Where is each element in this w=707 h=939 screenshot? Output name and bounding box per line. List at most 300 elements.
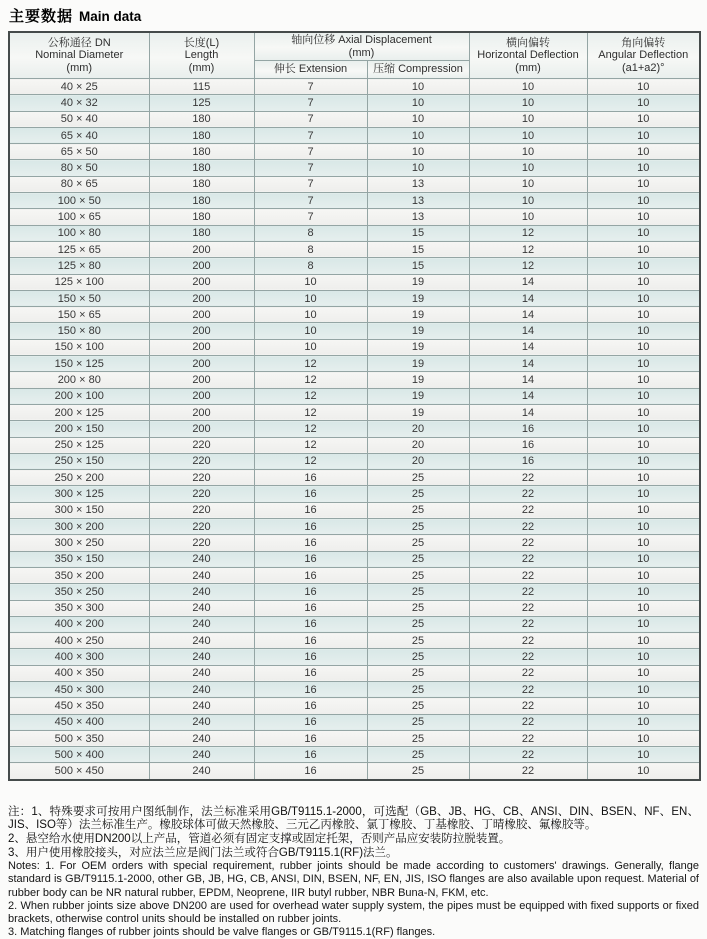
table-cell: 16 (254, 567, 367, 583)
table-cell: 8 (254, 258, 367, 274)
header-line: Angular Deflection (598, 49, 689, 62)
page-title-en: Main data (79, 9, 142, 24)
table-cell: 180 (149, 176, 254, 192)
note-en-2: 2. When rubber joints size above DN200 are used for overhead water supply system, the pipes must be equipped with fixed supports or fixed brackets, otherwise control units should be installed on rubber joints. (8, 899, 699, 925)
table-cell: 200 (149, 339, 254, 355)
table-cell: 7 (254, 127, 367, 143)
table-row (9, 95, 700, 111)
table-cell: 12 (469, 241, 587, 257)
table-cell: 10 (587, 372, 700, 388)
table-cell: 300 × 150 (9, 502, 149, 518)
table-cell: 10 (587, 258, 700, 274)
table-cell: 200 (149, 388, 254, 404)
table-cell: 240 (149, 649, 254, 665)
table-cell: 220 (149, 470, 254, 486)
table-cell: 80 × 65 (9, 176, 149, 192)
table-cell: 350 × 150 (9, 551, 149, 567)
table-cell: 19 (367, 404, 469, 420)
table-cell: 25 (367, 730, 469, 746)
table-cell: 16 (254, 714, 367, 730)
header-line: 长度(L) (183, 36, 220, 49)
header-line: (a1+a2)° (621, 61, 665, 74)
table-cell: 200 (149, 404, 254, 420)
table-cell: 12 (254, 388, 367, 404)
table-cell: 19 (367, 290, 469, 306)
table-row (9, 616, 700, 632)
table-cell: 25 (367, 616, 469, 632)
notes-chinese (8, 806, 699, 860)
table-cell: 100 × 65 (9, 209, 149, 225)
table-cell: 10 (587, 323, 700, 339)
table-cell: 10 (587, 747, 700, 763)
table-cell: 10 (469, 127, 587, 143)
table-cell: 7 (254, 79, 367, 95)
table-cell: 22 (469, 747, 587, 763)
table-cell: 14 (469, 372, 587, 388)
table-cell: 10 (587, 453, 700, 469)
table-cell: 240 (149, 584, 254, 600)
table-cell: 10 (254, 290, 367, 306)
table-cell: 19 (367, 339, 469, 355)
table-row (9, 763, 700, 780)
table-cell: 450 × 350 (9, 698, 149, 714)
table-cell: 100 × 80 (9, 225, 149, 241)
table-cell: 16 (254, 747, 367, 763)
page-title (9, 5, 699, 26)
table-cell: 10 (587, 763, 700, 780)
table-cell: 25 (367, 698, 469, 714)
header-line: (mm) (348, 46, 375, 59)
table-cell: 200 × 125 (9, 404, 149, 420)
table-cell: 350 × 250 (9, 584, 149, 600)
table-row (9, 274, 700, 290)
table-cell: 200 (149, 258, 254, 274)
table-cell: 8 (254, 225, 367, 241)
table-cell: 125 × 65 (9, 241, 149, 257)
table-cell: 16 (254, 616, 367, 632)
table-cell: 240 (149, 747, 254, 763)
table-cell: 10 (587, 437, 700, 453)
table-cell: 10 (587, 681, 700, 697)
table-cell: 10 (587, 144, 700, 160)
header-extension: 伸长 Extension (254, 61, 367, 79)
table-row (9, 714, 700, 730)
table-cell: 25 (367, 747, 469, 763)
table-cell: 350 × 300 (9, 600, 149, 616)
table-row (9, 600, 700, 616)
table-cell: 150 × 65 (9, 307, 149, 323)
table-cell: 22 (469, 763, 587, 780)
table-cell: 10 (587, 193, 700, 209)
table-cell: 200 (149, 241, 254, 257)
table-cell: 10 (469, 111, 587, 127)
table-cell: 300 × 250 (9, 535, 149, 551)
table-cell: 10 (367, 127, 469, 143)
table-cell: 180 (149, 127, 254, 143)
table-cell: 10 (367, 79, 469, 95)
table-row (9, 437, 700, 453)
table-cell: 10 (469, 160, 587, 176)
table-cell: 180 (149, 111, 254, 127)
table-cell: 14 (469, 307, 587, 323)
table-cell: 22 (469, 535, 587, 551)
table-cell: 100 × 50 (9, 193, 149, 209)
table-cell: 14 (469, 356, 587, 372)
table-cell: 40 × 25 (9, 79, 149, 95)
table-cell: 200 (149, 307, 254, 323)
table-cell: 200 (149, 372, 254, 388)
table-cell: 300 × 125 (9, 486, 149, 502)
table-cell: 22 (469, 551, 587, 567)
table-cell: 240 (149, 616, 254, 632)
table-cell: 10 (367, 95, 469, 111)
table-cell: 10 (587, 730, 700, 746)
table-cell: 7 (254, 193, 367, 209)
table-row (9, 519, 700, 535)
table-row (9, 404, 700, 420)
table-cell: 13 (367, 176, 469, 192)
header-compression: 压缩 Compression (367, 61, 469, 79)
table-row (9, 160, 700, 176)
table-cell: 20 (367, 421, 469, 437)
table-cell: 25 (367, 502, 469, 518)
table-cell: 15 (367, 241, 469, 257)
table-cell: 220 (149, 519, 254, 535)
header-line: (mm) (188, 61, 215, 74)
table-cell: 240 (149, 551, 254, 567)
table-cell: 16 (254, 551, 367, 567)
table-row (9, 551, 700, 567)
table-cell: 10 (587, 209, 700, 225)
table-cell: 180 (149, 209, 254, 225)
table-cell: 13 (367, 209, 469, 225)
table-cell: 14 (469, 404, 587, 420)
table-row (9, 111, 700, 127)
table-cell: 10 (469, 209, 587, 225)
table-cell: 10 (587, 111, 700, 127)
notes-section (8, 806, 699, 939)
table-cell: 16 (254, 535, 367, 551)
table-cell: 500 × 350 (9, 730, 149, 746)
table-cell: 115 (149, 79, 254, 95)
table-cell: 16 (469, 421, 587, 437)
table-cell: 19 (367, 323, 469, 339)
table-cell: 16 (254, 470, 367, 486)
table-cell: 150 × 125 (9, 356, 149, 372)
table-cell: 10 (587, 290, 700, 306)
note-en-3: 3. Matching flanges of rubber joints should be valve flanges or GB/T9115.1(RF) flanges. (8, 926, 436, 939)
table-cell: 22 (469, 600, 587, 616)
table-cell: 200 (149, 290, 254, 306)
table-cell: 10 (254, 307, 367, 323)
table-row (9, 372, 700, 388)
table-cell: 16 (254, 698, 367, 714)
table-cell: 400 × 250 (9, 633, 149, 649)
table-cell: 10 (587, 127, 700, 143)
table-cell: 22 (469, 470, 587, 486)
table-cell: 10 (587, 421, 700, 437)
table-cell: 20 (367, 437, 469, 453)
table-cell: 10 (587, 339, 700, 355)
table-cell: 16 (469, 453, 587, 469)
table-cell: 65 × 40 (9, 127, 149, 143)
header-line: 公称通径 DN (47, 36, 111, 49)
table-cell: 16 (254, 633, 367, 649)
table-cell: 250 × 150 (9, 453, 149, 469)
table-cell: 19 (367, 307, 469, 323)
table-cell: 10 (587, 307, 700, 323)
table-cell: 22 (469, 567, 587, 583)
table-body (9, 79, 700, 780)
table-cell: 350 × 200 (9, 567, 149, 583)
table-cell: 220 (149, 535, 254, 551)
table-cell: 10 (587, 714, 700, 730)
table-cell: 10 (587, 470, 700, 486)
table-cell: 16 (254, 665, 367, 681)
table-cell: 10 (254, 323, 367, 339)
main-data-table (8, 31, 701, 781)
table-row (9, 567, 700, 583)
header-line: Length (184, 49, 219, 62)
table-cell: 240 (149, 567, 254, 583)
table-cell: 180 (149, 160, 254, 176)
table-cell: 450 × 400 (9, 714, 149, 730)
table-cell: 240 (149, 681, 254, 697)
table-cell: 10 (587, 633, 700, 649)
table-cell: 10 (469, 95, 587, 111)
note-zh-2: 2、悬空给水使用DN200以上产品，管道必须有固定支撑或固定托架，否则产品应安装防拉脱装置。 (8, 832, 511, 845)
table-cell: 22 (469, 730, 587, 746)
table-row (9, 535, 700, 551)
table-cell: 10 (469, 193, 587, 209)
table-cell: 10 (587, 274, 700, 290)
table-cell: 14 (469, 290, 587, 306)
table-cell: 16 (254, 502, 367, 518)
table-row (9, 388, 700, 404)
table-row (9, 502, 700, 518)
table-cell: 16 (254, 486, 367, 502)
header-line: 轴向位移 Axial Displacement (291, 34, 432, 46)
table-cell: 12 (469, 258, 587, 274)
table-cell: 16 (254, 730, 367, 746)
table-cell: 25 (367, 681, 469, 697)
table-row (9, 633, 700, 649)
table-cell: 10 (254, 339, 367, 355)
table-cell: 25 (367, 535, 469, 551)
table-cell: 65 × 50 (9, 144, 149, 160)
table-cell: 125 (149, 95, 254, 111)
table-cell: 220 (149, 437, 254, 453)
table-cell: 10 (587, 519, 700, 535)
table-cell: 10 (367, 111, 469, 127)
table-cell: 14 (469, 388, 587, 404)
table-cell: 12 (254, 372, 367, 388)
table-cell: 10 (587, 404, 700, 420)
table-cell: 25 (367, 519, 469, 535)
table-cell: 300 × 200 (9, 519, 149, 535)
table-cell: 25 (367, 584, 469, 600)
table-cell: 150 × 100 (9, 339, 149, 355)
table-cell: 15 (367, 258, 469, 274)
table-cell: 500 × 400 (9, 747, 149, 763)
header-angular-deflection (587, 32, 700, 79)
table-cell: 400 × 300 (9, 649, 149, 665)
table-row (9, 356, 700, 372)
table-cell: 450 × 300 (9, 681, 149, 697)
note-en-1: Notes: 1. For OEM orders with special requirement, rubber joints should be made according to customers' drawings. Generally, flange standard is GB/T9115.1-2000, other GB, JB, HG, CB, ANSI, DIN, BSEN, NF, EN, JIS, ISO flanges are also available upon request. Material of rubber body can be NR natural rubber, EPDM, Neoprene, IIR butyl rubber, NBR Buna-N, FKM, etc. (8, 860, 699, 899)
table-row (9, 747, 700, 763)
table-cell: 10 (254, 274, 367, 290)
table-cell: 220 (149, 486, 254, 502)
table-row (9, 241, 700, 257)
table-row (9, 209, 700, 225)
table-cell: 25 (367, 567, 469, 583)
table-cell: 10 (587, 356, 700, 372)
table-cell: 25 (367, 486, 469, 502)
table-cell: 10 (587, 600, 700, 616)
table-cell: 10 (587, 584, 700, 600)
table-cell: 10 (587, 95, 700, 111)
table-cell: 10 (587, 649, 700, 665)
table-cell: 12 (254, 356, 367, 372)
table-cell: 14 (469, 323, 587, 339)
table-cell: 240 (149, 763, 254, 780)
header-line: (mm) (66, 61, 93, 74)
table-cell: 13 (367, 193, 469, 209)
table-row (9, 681, 700, 697)
table-row (9, 486, 700, 502)
table-cell: 500 × 450 (9, 763, 149, 780)
table-cell: 16 (254, 763, 367, 780)
table-cell: 240 (149, 600, 254, 616)
table-cell: 22 (469, 616, 587, 632)
table-row (9, 290, 700, 306)
table-cell: 12 (469, 225, 587, 241)
table-cell: 12 (254, 453, 367, 469)
header-axial-displacement (254, 32, 469, 61)
header-line: 角向偏转 (621, 36, 666, 49)
header-line: (mm) (515, 61, 541, 74)
table-cell: 10 (587, 225, 700, 241)
table-cell: 22 (469, 486, 587, 502)
notes-english (8, 860, 699, 939)
table-cell: 19 (367, 356, 469, 372)
table-cell: 200 (149, 274, 254, 290)
table-cell: 15 (367, 225, 469, 241)
table-cell: 22 (469, 584, 587, 600)
table-cell: 22 (469, 633, 587, 649)
table-cell: 16 (469, 437, 587, 453)
table-header (9, 32, 700, 79)
table-cell: 200 (149, 323, 254, 339)
table-cell: 22 (469, 665, 587, 681)
table-cell: 7 (254, 160, 367, 176)
table-cell: 200 × 150 (9, 421, 149, 437)
table-cell: 14 (469, 274, 587, 290)
table-cell: 16 (254, 649, 367, 665)
table-cell: 400 × 350 (9, 665, 149, 681)
table-cell: 10 (587, 502, 700, 518)
note-zh-3: 3、用户使用橡胶接头，对应法兰应是阀门法兰或符合GB/T9115.1(RF)法兰。 (8, 846, 398, 859)
table-cell: 19 (367, 274, 469, 290)
table-cell: 400 × 200 (9, 616, 149, 632)
table-row (9, 730, 700, 746)
table-cell: 125 × 100 (9, 274, 149, 290)
table-cell: 10 (587, 665, 700, 681)
table-cell: 180 (149, 144, 254, 160)
table-cell: 180 (149, 225, 254, 241)
table-cell: 240 (149, 698, 254, 714)
table-row (9, 698, 700, 714)
header-nominal-diameter (9, 32, 149, 79)
table-cell: 10 (587, 486, 700, 502)
table-cell: 14 (469, 339, 587, 355)
table-row (9, 79, 700, 95)
table-cell: 7 (254, 95, 367, 111)
table-cell: 25 (367, 551, 469, 567)
table-row (9, 193, 700, 209)
table-cell: 12 (254, 437, 367, 453)
table-cell: 220 (149, 502, 254, 518)
header-line: Horizontal Deflection (477, 49, 579, 62)
table-cell: 150 × 50 (9, 290, 149, 306)
table-cell: 25 (367, 600, 469, 616)
table-cell: 150 × 80 (9, 323, 149, 339)
table-cell: 19 (367, 388, 469, 404)
table-cell: 22 (469, 681, 587, 697)
table-cell: 10 (367, 160, 469, 176)
table-cell: 10 (587, 388, 700, 404)
header-horizontal-deflection (469, 32, 587, 79)
table-cell: 7 (254, 209, 367, 225)
table-row (9, 225, 700, 241)
table-cell: 200 × 100 (9, 388, 149, 404)
table-cell: 16 (254, 584, 367, 600)
table-cell: 25 (367, 633, 469, 649)
table-cell: 250 × 200 (9, 470, 149, 486)
table-cell: 10 (469, 79, 587, 95)
table-cell: 200 (149, 421, 254, 437)
note-zh-1: 注：1、特殊要求可按用户图纸制作，法兰标准采用GB/T9115.1-2000，可选配（GB、JB、HG、CB、ANSI、DIN、BSEN、NF、EN、JIS、ISO等）法兰标准生产。橡胶球体可做天然橡胶、三元乙丙橡胶、氯丁橡胶、丁基橡胶、丁晴橡胶、氟橡胶等。 (8, 805, 699, 832)
table-cell: 10 (367, 144, 469, 160)
table-cell: 25 (367, 470, 469, 486)
table-row (9, 307, 700, 323)
header-length (149, 32, 254, 79)
table-cell: 10 (587, 567, 700, 583)
table-cell: 10 (587, 616, 700, 632)
header-line: Nominal Diameter (35, 49, 124, 62)
table-cell: 10 (587, 535, 700, 551)
table-cell: 16 (254, 600, 367, 616)
table-cell: 20 (367, 453, 469, 469)
table-cell: 16 (254, 681, 367, 697)
table-cell: 22 (469, 649, 587, 665)
table-cell: 12 (254, 404, 367, 420)
table-cell: 50 × 40 (9, 111, 149, 127)
table-cell: 22 (469, 519, 587, 535)
table-cell: 7 (254, 144, 367, 160)
table-cell: 220 (149, 453, 254, 469)
table-cell: 22 (469, 714, 587, 730)
table-cell: 240 (149, 633, 254, 649)
table-cell: 125 × 80 (9, 258, 149, 274)
table-row (9, 453, 700, 469)
table-row (9, 258, 700, 274)
table-row (9, 649, 700, 665)
table-cell: 240 (149, 665, 254, 681)
table-cell: 22 (469, 502, 587, 518)
table-cell: 200 (149, 356, 254, 372)
